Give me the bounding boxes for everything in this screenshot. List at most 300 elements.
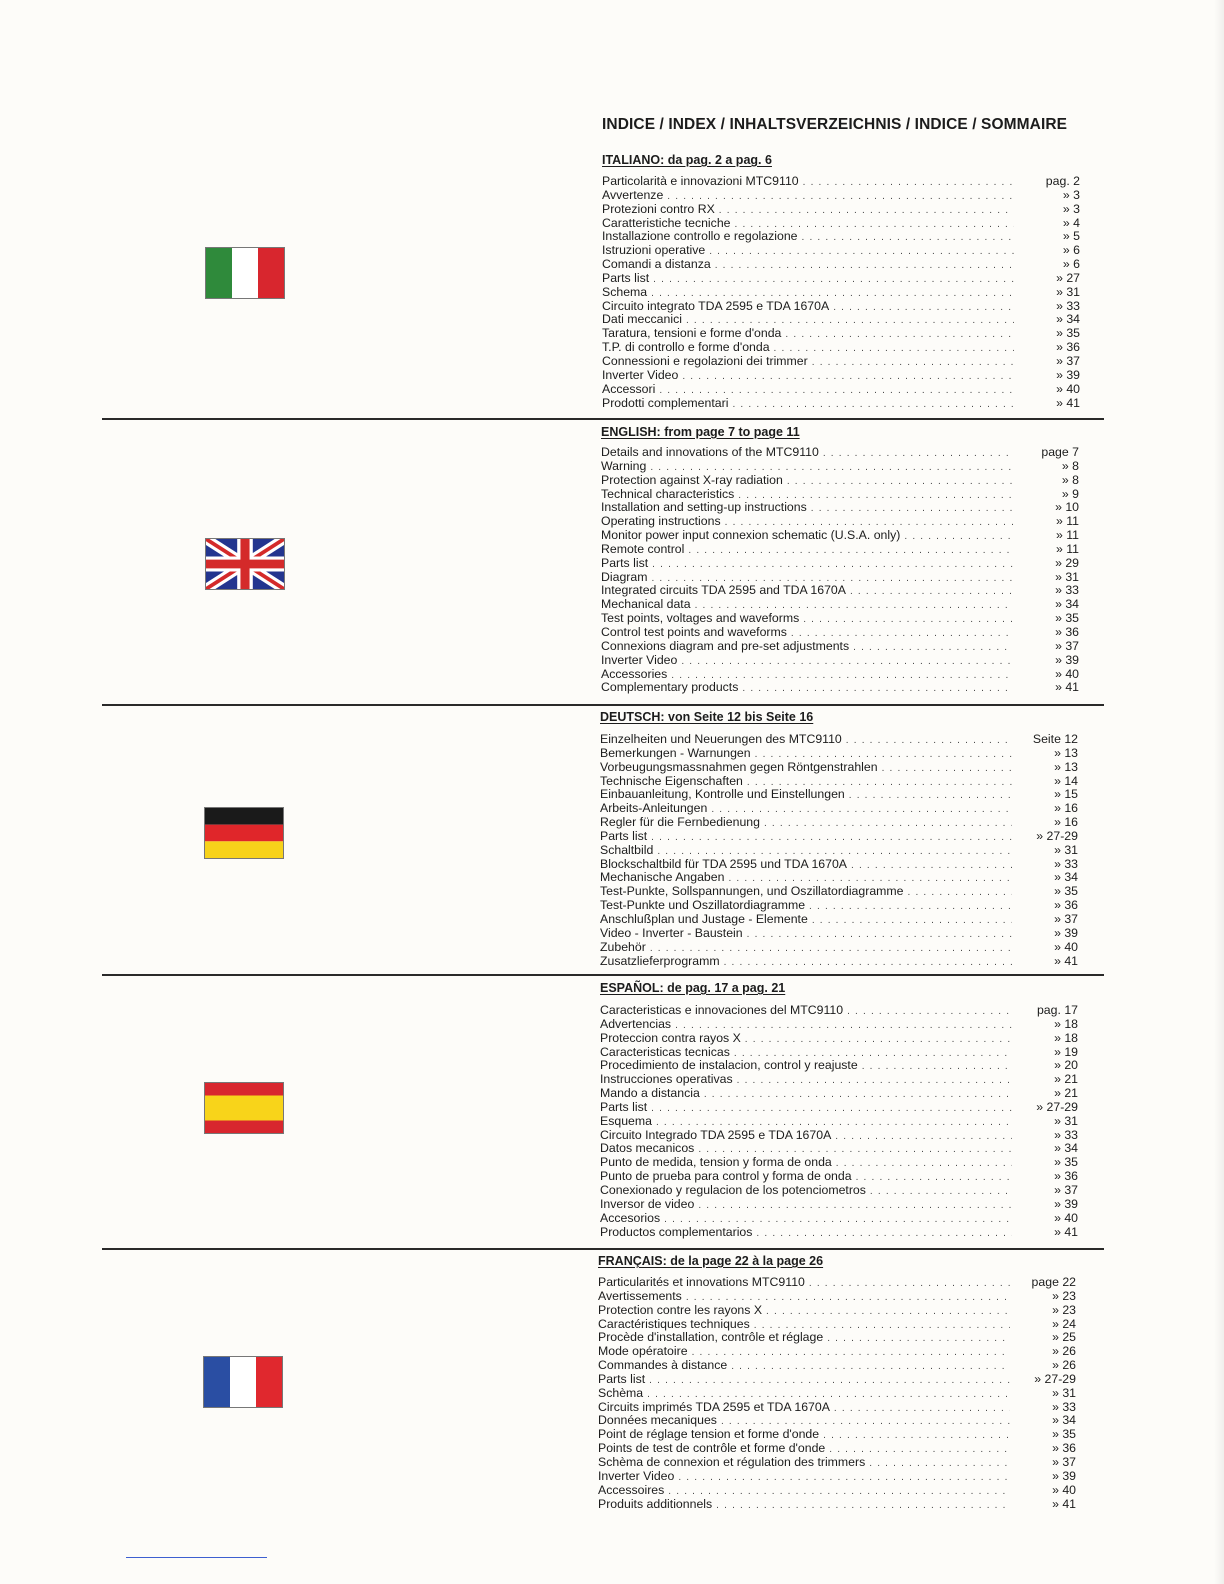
- toc-entry-label: Proteccion contra rayos X: [600, 1030, 741, 1045]
- toc-list: [602, 175, 1080, 410]
- toc-entry-label: Procède d'installation, contrôle et réglage: [598, 1330, 824, 1345]
- dot-leader: [681, 655, 1013, 669]
- toc-entry-page: page 22: [1031, 1275, 1076, 1289]
- toc-entry: [600, 927, 1078, 941]
- dot-leader: [869, 1457, 1010, 1471]
- toc-entry: [601, 488, 1079, 502]
- dot-leader: [827, 1332, 1010, 1346]
- toc-entry-label: Avvertenze: [602, 187, 664, 202]
- toc-entry-label: Installation and setting-up instructions: [601, 500, 807, 515]
- toc-entry-page: » 27: [1056, 270, 1080, 285]
- toc-entry-label: Protezioni contro RX: [602, 201, 715, 216]
- toc-entry: [602, 313, 1080, 327]
- toc-entry-page: » 34: [1054, 870, 1078, 885]
- toc-entry-label: T.P. di controllo e forme d'onda: [602, 340, 770, 355]
- toc-entry-label: Test-Punkte und Oszillatordiagramme: [600, 898, 806, 913]
- dot-leader: [851, 859, 1012, 873]
- toc-entry-page: » 37: [1056, 353, 1080, 368]
- toc-entry-page: » 19: [1054, 1044, 1078, 1059]
- toc-entry: [598, 1290, 1076, 1304]
- dot-leader: [715, 259, 1014, 273]
- toc-entry: [600, 1198, 1078, 1212]
- toc-entry: [600, 1004, 1078, 1018]
- toc-entry-label: Accessoires: [598, 1482, 665, 1497]
- toc-entry-page: » 18: [1054, 1016, 1078, 1031]
- toc-entry-page: » 20: [1054, 1058, 1078, 1073]
- toc-entry-label: Datos mecanicos: [600, 1141, 695, 1156]
- toc-entry-label: Circuits imprimés TDA 2595 et TDA 1670A: [598, 1399, 830, 1414]
- toc-entry: [602, 258, 1080, 272]
- toc-entry: [602, 286, 1080, 300]
- toc-entry-page: » 34: [1052, 1413, 1076, 1428]
- section-heading: DEUTSCH: von Seite 12 bis Seite 16: [600, 710, 814, 724]
- toc-entry-label: Accessori: [602, 381, 656, 396]
- dot-leader: [803, 176, 1014, 190]
- toc-entry-page: » 33: [1055, 583, 1079, 598]
- toc-entry-label: Accessories: [601, 666, 668, 681]
- toc-entry-label: Einbauanleitung, Kontrolle und Einstellungen: [600, 787, 845, 802]
- toc-entry-page: » 39: [1054, 1196, 1078, 1211]
- toc-entry: [598, 1345, 1076, 1359]
- toc-entry-label: Vorbeugungsmassnahmen gegen Röntgenstrahlen: [600, 759, 878, 774]
- toc-entry-label: Zubehör: [600, 939, 646, 954]
- toc-entry: [600, 1156, 1078, 1170]
- dot-leader: [812, 914, 1012, 928]
- dot-leader: [904, 530, 1013, 544]
- toc-entry-page: » 41: [1052, 1496, 1076, 1511]
- toc-entry-label: Monitor power input connexion schematic (U.S.A. only): [601, 528, 901, 543]
- toc-entry: [600, 1212, 1078, 1226]
- toc-entry-label: Mechanical data: [601, 597, 691, 612]
- dot-leader: [678, 1471, 1010, 1485]
- toc-entry-page: » 3: [1062, 187, 1080, 202]
- toc-entry-label: Istruzioni operative: [602, 243, 706, 258]
- toc-entry-label: Schema: [602, 284, 648, 299]
- toc-entry-page: » 34: [1054, 1141, 1078, 1156]
- dot-leader: [823, 1429, 1010, 1443]
- dot-leader: [785, 328, 1014, 342]
- toc-entry: [598, 1331, 1076, 1345]
- toc-entry-page: » 39: [1054, 925, 1078, 940]
- toc-entry: [602, 217, 1080, 231]
- dot-leader: [849, 789, 1012, 803]
- toc-entry-label: Test-Punkte, Sollspannungen, und Oszillatordiagramme: [600, 884, 904, 899]
- toc-entry-label: Points de test de contrôle et forme d'onde: [598, 1441, 826, 1456]
- toc-entry-page: » 39: [1055, 652, 1079, 667]
- toc-entry: [602, 341, 1080, 355]
- toc-entry-label: Procedimiento de instalacion, control y reajuste: [600, 1058, 858, 1073]
- spain-flag: [204, 1082, 284, 1134]
- toc-entry: [600, 788, 1078, 802]
- toc-entry-label: Diagram: [601, 569, 648, 584]
- toc-entry-page: » 35: [1054, 884, 1078, 899]
- toc-entry-page: » 6: [1062, 243, 1080, 258]
- section-heading: FRANÇAIS: de la page 22 à la page 26: [598, 1254, 824, 1268]
- section-heading: ENGLISH: from page 7 to page 11: [601, 425, 800, 439]
- toc-entry-page: » 13: [1054, 759, 1078, 774]
- toc-entry-page: pag. 2: [1045, 174, 1080, 188]
- toc-entry-label: Anschlußplan und Justage - Elemente: [600, 911, 808, 926]
- germany-flag: [204, 807, 284, 859]
- toc-entry-label: Particolarità e innovazioni MTC9110: [602, 174, 799, 188]
- toc-entry-page: » 37: [1054, 1182, 1078, 1197]
- toc-entry-label: Caracteristicas tecnicas: [600, 1044, 730, 1059]
- toc-entry-page: Seite 12: [1032, 732, 1078, 746]
- toc-entry-page: » 23: [1052, 1302, 1076, 1317]
- toc-entry-page: » 36: [1054, 898, 1078, 913]
- toc-entry-label: Regler für die Fernbedienung: [600, 815, 760, 830]
- dot-leader: [870, 1185, 1012, 1199]
- toc-entry-page: » 36: [1055, 624, 1079, 639]
- toc-entry: [601, 681, 1079, 695]
- dot-leader: [803, 613, 1013, 627]
- toc-entry-label: Mode opératoire: [598, 1344, 688, 1359]
- toc-entry-label: Integrated circuits TDA 2595 and TDA 1670A: [601, 583, 846, 598]
- toc-entry-page: » 4: [1062, 215, 1080, 230]
- dot-leader: [737, 1074, 1012, 1088]
- toc-entry: [602, 397, 1080, 411]
- dot-leader: [862, 1060, 1012, 1074]
- toc-entry-label: Test points, voltages and waveforms: [601, 611, 800, 626]
- toc-entry: [601, 626, 1079, 640]
- toc-entry: [600, 830, 1078, 844]
- toc-entry-label: Punto de prueba para control y forma de onda: [600, 1169, 852, 1184]
- toc-entry: [598, 1484, 1076, 1498]
- dot-leader: [850, 585, 1013, 599]
- toc-entry: [601, 557, 1079, 571]
- toc-entry-label: Complementary products: [601, 680, 739, 695]
- dot-leader: [692, 1346, 1010, 1360]
- toc-entry-page: » 16: [1054, 815, 1078, 830]
- toc-entry-page: » 31: [1056, 284, 1080, 299]
- dot-leader: [836, 1157, 1012, 1171]
- toc-entry-page: » 40: [1056, 381, 1080, 396]
- toc-entry: [600, 1129, 1078, 1143]
- toc-entry: [598, 1318, 1076, 1332]
- dot-leader: [809, 1277, 1010, 1291]
- toc-entry: [602, 300, 1080, 314]
- dot-leader: [709, 245, 1014, 259]
- toc-entry-label: Inverter Video: [598, 1468, 675, 1483]
- dot-leader: [908, 886, 1013, 900]
- toc-entry: [600, 1046, 1078, 1060]
- toc-entry: [600, 816, 1078, 830]
- page-edge-shadow: [1214, 0, 1224, 1584]
- toc-entry: [601, 598, 1079, 612]
- dot-leader: [649, 1374, 1010, 1388]
- toc-entry-label: Protection against X-ray radiation: [601, 472, 783, 487]
- dot-leader: [652, 558, 1013, 572]
- toc-entry-label: Commandes à distance: [598, 1358, 728, 1373]
- toc-entry-label: Parts list: [600, 828, 648, 843]
- toc-entry-page: » 34: [1056, 312, 1080, 327]
- toc-entry-label: Parts list: [601, 555, 649, 570]
- toc-entry: [598, 1470, 1076, 1484]
- toc-entry-page: » 6: [1062, 257, 1080, 272]
- dot-leader: [745, 1033, 1012, 1047]
- dot-leader: [834, 1402, 1010, 1416]
- dot-leader: [731, 1360, 1010, 1374]
- toc-entry-page: » 33: [1056, 298, 1080, 313]
- dot-leader: [732, 398, 1014, 412]
- toc-entry: [600, 1087, 1078, 1101]
- toc-entry: [602, 272, 1080, 286]
- dot-leader: [787, 475, 1013, 489]
- toc-entry: [600, 871, 1078, 885]
- italy-flag: [205, 247, 285, 299]
- toc-entry: [601, 654, 1079, 668]
- dot-leader: [774, 342, 1014, 356]
- toc-entry-page: » 8: [1061, 458, 1079, 473]
- toc-entry-label: Connessioni e regolazioni dei trimmer: [602, 353, 808, 368]
- toc-entry: [598, 1373, 1076, 1387]
- section-divider: [102, 974, 1104, 976]
- toc-entry-page: » 39: [1052, 1468, 1076, 1483]
- dot-leader: [833, 301, 1014, 315]
- toc-entry-page: » 33: [1052, 1399, 1076, 1414]
- toc-entry: [601, 474, 1079, 488]
- toc-entry-page: » 40: [1052, 1482, 1076, 1497]
- toc-entry: [600, 1170, 1078, 1184]
- toc-entry-page: » 31: [1054, 1113, 1078, 1128]
- toc-entry-label: Arbeits-Anleitungen: [600, 801, 708, 816]
- toc-entry-label: Remote control: [601, 541, 685, 556]
- toc-entry: [602, 230, 1080, 244]
- toc-entry: [598, 1428, 1076, 1442]
- toc-entry-page: » 40: [1054, 1210, 1078, 1225]
- dot-leader: [812, 356, 1014, 370]
- toc-entry: [600, 858, 1078, 872]
- toc-entry-label: Einzelheiten und Neuerungen des MTC9110: [600, 732, 842, 746]
- toc-entry-page: » 29: [1055, 555, 1079, 570]
- toc-entry: [598, 1498, 1076, 1512]
- toc-entry-label: Technische Eigenschaften: [600, 773, 743, 788]
- section-divider: [102, 704, 1104, 706]
- toc-entry-page: » 31: [1055, 569, 1079, 584]
- toc-entry-page: » 36: [1056, 340, 1080, 355]
- blue-rule: [126, 1557, 267, 1558]
- uk-flag: [205, 538, 285, 590]
- toc-entry: [602, 244, 1080, 258]
- toc-entry: [600, 1018, 1078, 1032]
- toc-entry-label: Protection contre les rayons X: [598, 1302, 763, 1317]
- toc-entry-page: » 11: [1055, 528, 1079, 543]
- dot-leader: [651, 831, 1012, 845]
- toc-entry: [602, 383, 1080, 397]
- toc-entry-label: Inverter Video: [601, 652, 678, 667]
- toc-entry-label: Parts list: [602, 270, 650, 285]
- toc-entry-page: » 41: [1056, 395, 1080, 410]
- toc-entry-page: » 27-29: [1034, 1371, 1076, 1386]
- toc-entry-label: Inversor de video: [600, 1196, 695, 1211]
- toc-entry-page: » 35: [1055, 611, 1079, 626]
- dot-leader: [809, 900, 1012, 914]
- dot-leader: [704, 1088, 1012, 1102]
- toc-entry-page: » 26: [1052, 1358, 1076, 1373]
- toc-entry: [600, 1142, 1078, 1156]
- toc-entry: [600, 885, 1078, 899]
- toc-entry: [601, 515, 1079, 529]
- dot-leader: [742, 682, 1013, 696]
- toc-entry: [602, 189, 1080, 203]
- toc-entry: [598, 1387, 1076, 1401]
- dot-leader: [724, 956, 1012, 970]
- toc-entry-label: Parts list: [600, 1099, 648, 1114]
- toc-entry-label: Prodotti complementari: [602, 395, 729, 410]
- toc-entry-label: Mechanische Angaben: [600, 870, 725, 885]
- dot-leader: [651, 1102, 1012, 1116]
- toc-entry: [600, 1184, 1078, 1198]
- toc-entry: [600, 941, 1078, 955]
- toc-entry-label: Circuito integrato TDA 2595 e TDA 1670A: [602, 298, 830, 313]
- toc-entry-label: Details and innovations of the MTC9110: [601, 445, 819, 459]
- toc-entry-label: Caracteristicas e innovaciones del MTC9110: [600, 1003, 844, 1017]
- toc-entry-label: Esquema: [600, 1113, 652, 1128]
- toc-entry-page: » 8: [1061, 472, 1079, 487]
- toc-entry-page: » 36: [1054, 1169, 1078, 1184]
- toc-entry-page: » 5: [1062, 229, 1080, 244]
- toc-entry: [601, 612, 1079, 626]
- toc-entry-page: » 33: [1054, 856, 1078, 871]
- toc-entry-page: » 18: [1054, 1030, 1078, 1045]
- toc-entry-page: » 27-29: [1036, 828, 1078, 843]
- toc-list: [600, 733, 1078, 968]
- toc-entry-label: Mando a distancia: [600, 1086, 700, 1101]
- toc-entry-page: » 39: [1056, 367, 1080, 382]
- section-heading: ESPAÑOL: de pag. 17 a pag. 21: [600, 981, 786, 995]
- toc-entry: [600, 1032, 1078, 1046]
- toc-entry-label: Conexionado y regulacion de los potenciometros: [600, 1182, 866, 1197]
- dot-leader: [719, 204, 1014, 218]
- toc-entry-label: Bemerkungen - Warnungen: [600, 745, 751, 760]
- toc-entry: [600, 844, 1078, 858]
- toc-entry-page: » 11: [1055, 541, 1079, 556]
- toc-entry-page: » 14: [1054, 773, 1078, 788]
- toc-entry-label: Inverter Video: [602, 367, 679, 382]
- toc-entry-page: » 40: [1055, 666, 1079, 681]
- toc-entry: [598, 1442, 1076, 1456]
- dot-leader: [853, 641, 1013, 655]
- dot-leader: [756, 1227, 1012, 1241]
- toc-entry: [601, 446, 1079, 460]
- toc-entry: [600, 1115, 1078, 1129]
- dot-leader: [716, 1499, 1010, 1513]
- toc-entry: [602, 355, 1080, 369]
- toc-entry-label: Operating instructions: [601, 514, 721, 529]
- toc-entry-label: Connexions diagram and pre-set adjustments: [601, 638, 850, 653]
- toc-entry-page: » 41: [1054, 1224, 1078, 1239]
- section-divider: [102, 418, 1104, 420]
- toc-entry-label: Données mecaniques: [598, 1413, 717, 1428]
- section-divider: [102, 1248, 1104, 1250]
- dot-leader: [698, 1199, 1012, 1213]
- dot-leader: [667, 190, 1014, 204]
- toc-entry: [600, 1059, 1078, 1073]
- toc-entry-page: » 3: [1062, 201, 1080, 216]
- toc-entry-page: » 26: [1052, 1344, 1076, 1359]
- toc-entry-label: Produits additionnels: [598, 1496, 713, 1511]
- toc-entry: [600, 1073, 1078, 1087]
- toc-entry-label: Schèma: [598, 1385, 644, 1400]
- toc-entry-label: Parts list: [598, 1371, 646, 1386]
- page-title: INDICE / INDEX / INHALTSVERZEICHNIS / INDICE / SOMMAIRE: [602, 116, 1068, 133]
- toc-entry: [598, 1276, 1076, 1290]
- toc-entry: [598, 1456, 1076, 1470]
- dot-leader: [847, 1005, 1012, 1019]
- toc-entry: [601, 668, 1079, 682]
- toc-entry-label: Schaltbild: [600, 842, 654, 857]
- toc-entry-label: Caratteristiche tecniche: [602, 215, 731, 230]
- toc-list: [601, 446, 1079, 695]
- toc-entry-page: » 35: [1056, 326, 1080, 341]
- dot-leader: [688, 544, 1013, 558]
- toc-entry-label: Particularités et innovations MTC9110: [598, 1275, 805, 1289]
- toc-entry: [600, 955, 1078, 969]
- toc-entry: [598, 1304, 1076, 1318]
- toc-entry-label: Dati meccanici: [602, 312, 682, 327]
- toc-entry-page: » 37: [1054, 911, 1078, 926]
- toc-entry-label: Advertencias: [600, 1016, 672, 1031]
- toc-entry-page: » 9: [1061, 486, 1079, 501]
- toc-entry-page: » 16: [1054, 801, 1078, 816]
- toc-entry-page: » 13: [1054, 745, 1078, 760]
- toc-entry-page: » 41: [1054, 953, 1078, 968]
- toc-entry-page: » 35: [1054, 1155, 1078, 1170]
- toc-entry-label: Instrucciones operativas: [600, 1072, 733, 1087]
- toc-entry: [602, 175, 1080, 189]
- toc-entry-label: Zusatzlieferprogramm: [600, 953, 720, 968]
- toc-entry: [601, 584, 1079, 598]
- toc-entry-page: » 24: [1052, 1316, 1076, 1331]
- france-flag: [203, 1356, 283, 1408]
- toc-entry: [601, 571, 1079, 585]
- toc-entry-page: » 11: [1055, 514, 1079, 529]
- toc-entry-label: Point de réglage tension et forme d'onde: [598, 1427, 820, 1442]
- toc-entry-label: Caractéristiques techniques: [598, 1316, 750, 1331]
- toc-entry-page: » 31: [1052, 1385, 1076, 1400]
- toc-entry-page: » 31: [1054, 842, 1078, 857]
- toc-entry: [601, 460, 1079, 474]
- toc-entry: [600, 733, 1078, 747]
- toc-entry-label: Productos complementarios: [600, 1224, 753, 1239]
- dot-leader: [856, 1171, 1012, 1185]
- toc-entry-page: » 37: [1052, 1454, 1076, 1469]
- toc-entry: [600, 761, 1078, 775]
- dot-leader: [682, 370, 1014, 384]
- toc-entry-page: » 33: [1054, 1127, 1078, 1142]
- toc-entry-label: Avertissements: [598, 1288, 682, 1303]
- dot-leader: [835, 1130, 1012, 1144]
- toc-entry-label: Taratura, tensioni e forme d'onda: [602, 326, 782, 341]
- toc-entry: [600, 802, 1078, 816]
- section-heading: ITALIANO: da pag. 2 a pag. 6: [602, 153, 772, 167]
- toc-entry: [600, 899, 1078, 913]
- toc-entry-label: Accesorios: [600, 1210, 661, 1225]
- toc-entry: [600, 775, 1078, 789]
- toc-entry-page: » 40: [1054, 939, 1078, 954]
- toc-entry-label: Punto de medida, tension y forma de onda: [600, 1155, 832, 1170]
- toc-entry-page: » 41: [1055, 680, 1079, 695]
- toc-entry: [602, 369, 1080, 383]
- toc-entry-page: » 34: [1055, 597, 1079, 612]
- toc-entry-label: Comandi a distanza: [602, 257, 711, 272]
- toc-entry-page: » 15: [1054, 787, 1078, 802]
- toc-list: [598, 1276, 1076, 1511]
- toc-entry: [598, 1401, 1076, 1415]
- dot-leader: [747, 928, 1012, 942]
- toc-entry-page: » 35: [1052, 1427, 1076, 1442]
- toc-entry: [600, 1226, 1078, 1240]
